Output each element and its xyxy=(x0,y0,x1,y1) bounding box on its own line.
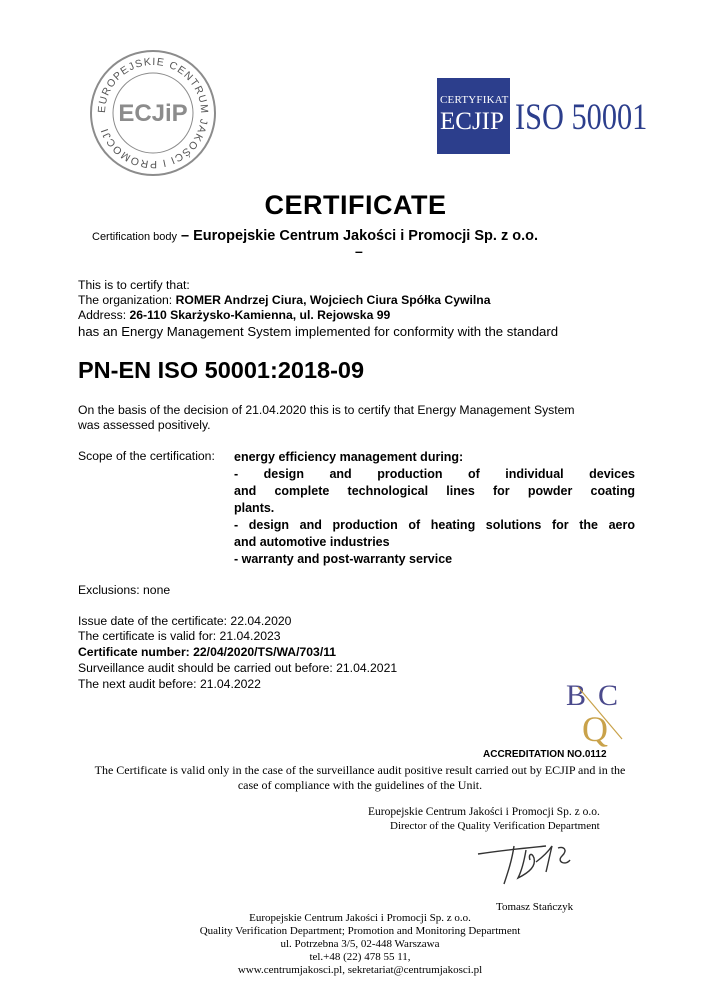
page-title: CERTIFICATE xyxy=(264,190,447,220)
footer-line: ul. Potrzebna 3/5, 02-448 Warszawa xyxy=(280,938,440,950)
scope-item: plants. xyxy=(234,501,275,515)
iso-50001-badge xyxy=(437,78,648,154)
validity-line: The Certificate is valid only in the case of the surveillance audit positive result carried out by ECJIP and in the xyxy=(94,763,626,777)
standard-name: PN-EN ISO 50001:2018-09 xyxy=(78,357,365,383)
certificate-number-line: Certificate number: 22/04/2020/TS/WA/703/11 xyxy=(78,645,337,659)
scope-item: - warranty and post-warranty service xyxy=(234,552,453,566)
handwritten-signature xyxy=(474,832,594,888)
scope-item: and complete technological lines for powder coating xyxy=(234,484,635,498)
footer-line: Europejskie Centrum Jakości i Promocji Sp. z o.o. xyxy=(249,912,471,924)
svg-text:Q: Q xyxy=(582,709,608,747)
decision-line-1: On the basis of the decision of 21.04.2020 this is to certify that Energy Management System xyxy=(78,403,575,417)
signature-title: Director of the Quality Verification Department xyxy=(390,820,600,832)
seal-center-text: ECJiP xyxy=(118,100,188,127)
svg-text:C: C xyxy=(598,679,619,712)
badge-iso-text: ISO 50001 xyxy=(515,97,648,138)
cert-body-label: Certification body xyxy=(92,231,177,243)
intro-line: This is to certify that: xyxy=(78,278,190,292)
bcq-accreditation-logo xyxy=(560,677,636,747)
organization-label: The organization: xyxy=(78,293,176,307)
svg-text:B: B xyxy=(566,679,587,712)
scope-content xyxy=(234,449,635,568)
badge-certyfikat-text: CERTYFIKAT xyxy=(440,94,509,106)
signature-organization: Europejskie Centrum Jakości i Promocji Sp. z o.o. xyxy=(368,806,600,818)
scope-item: and automotive industries xyxy=(234,535,390,549)
exclusions-line: Exclusions: none xyxy=(78,583,171,597)
footer-contact xyxy=(160,912,560,977)
conformity-line: has an Energy Management System implemented for conformity with the standard xyxy=(78,324,559,339)
badge-ecjip-text: ECJIP xyxy=(440,108,504,135)
scope-item: - design and production of heating solutions for the aero xyxy=(234,518,635,532)
cert-body-trailing-dash: – xyxy=(355,243,363,259)
badge-blue-box xyxy=(437,78,510,154)
issue-date-line: Issue date of the certificate: 22.04.2020 xyxy=(78,614,292,628)
accreditation-number: ACCREDITATION NO.0112 xyxy=(483,749,607,760)
cert-body-name: Europejskie Centrum Jakości i Promocji Sp. z o.o. xyxy=(193,228,538,244)
organization-name: ROMER Andrzej Ciura, Wojciech Ciura Spółka Cywilna xyxy=(175,293,491,307)
certification-body-line xyxy=(92,228,652,244)
footer-line: tel.+48 (22) 478 55 11, xyxy=(309,951,411,963)
scope-label: Scope of the certification: xyxy=(78,449,215,463)
surveillance-line: Surveillance audit should be carried out before: 21.04.2021 xyxy=(78,661,398,675)
validity-note xyxy=(60,763,660,793)
address-label: Address: xyxy=(78,308,130,322)
cert-body-dash: – xyxy=(177,228,194,244)
next-audit-line: The next audit before: 21.04.2022 xyxy=(78,677,261,691)
valid-for-line: The certificate is valid for: 21.04.2023 xyxy=(78,629,281,643)
address-line xyxy=(78,308,390,322)
signer-name: Tomasz Stańczyk xyxy=(496,901,574,913)
validity-line: case of compliance with the guidelines of the Unit. xyxy=(237,778,483,792)
address-value: 26-110 Skarżysko-Kamienna, ul. Rejowska 99 xyxy=(129,308,391,322)
organization-line xyxy=(78,293,490,307)
decision-line-2: was assessed positively. xyxy=(78,418,211,432)
seal-ring-text: EUROPEJSKIE CENTRUM JAKOŚCI I PROMOCJI xyxy=(95,55,211,171)
footer-line: Quality Verification Department; Promotion and Monitoring Department xyxy=(199,925,521,937)
scope-item: - design and production of individual devices xyxy=(234,467,635,481)
scope-heading: energy efficiency management during: xyxy=(234,450,464,464)
ecjip-seal-logo xyxy=(88,48,218,178)
footer-line: www.centrumjakosci.pl, sekretariat@centrumjakosci.pl xyxy=(237,964,483,976)
